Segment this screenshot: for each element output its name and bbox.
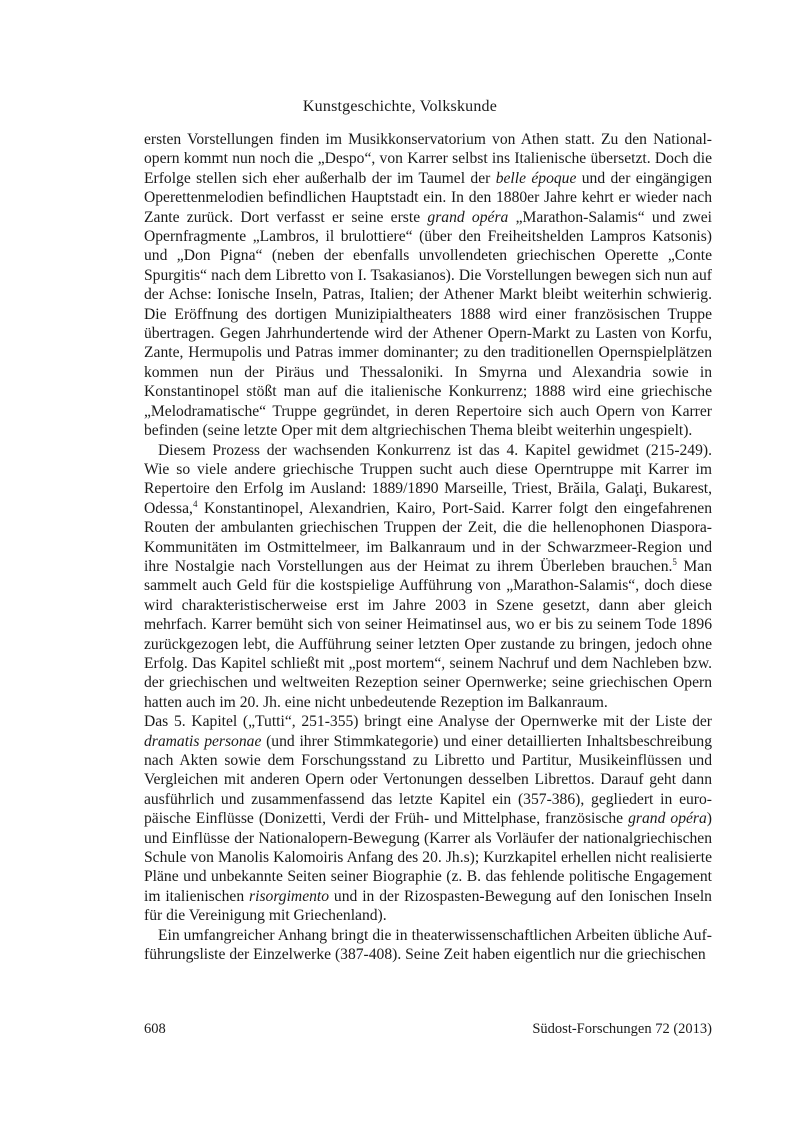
text-run: ersten Vorstellungen finden im Musikkonservatorium von Athen statt. Zu den Nationalopern kommt nun noch die „Despo“, von Karrer selbst ins Italienische übersetzt. Doch die Erfolge stellen sich eher außerhalb der im Taumel der [144,131,712,187]
paragraph-4 [144,926,712,965]
paragraph-3 [144,712,712,925]
text-run: Konstantinopel, Alexandrien, Kairo, Port-Said. Karrer folgt den eingefahrenen Routen der ambulanten griechischen Truppen der Zeit, die die hellenophonen Diaspora-Kommunitäten im Ostmittelmeer, im Balkanraum und in der Schwarzmeer-Region und ihre Nostalgie nach Vorstellungen aus der Heimat zu ihrem Überleben brauchen. [144,499,712,575]
running-head: Kunstgeschichte, Volkskunde [302,98,498,115]
text-run: (und ihrer Stimmkategorie) und einer detaillierten Inhaltsbeschreibung nach Akten sowie dem Forschungsstand zu Libretto und Partitur, Musikeinflüssen und Vergleichen mit anderen Opern oder Vertonungen desselben Librettos. Darauf geht dann ausführlich und zusammenfassend das letzte Kapitel ein (357-386), gegliedert in europäische Einflüsse (Donizetti, Verdi der Früh- und Mittelphase, französische [144,732,712,828]
text-run: „Marathon-Salamis“ und zwei Opernfragmente „Lambros, il brulottiere“ (über den Freiheitshelden Lampros Katsonis) und „Don Pigna“ (neben der ebenfalls unvollendeten griechischen Operette „Conte Spurgitis“ nach dem Libretto von I. Tsakasianos). Die Vorstellungen bewegen sich nun auf der Achse: Ionische Inseln, Patras, Italien; der Athener Markt bleibt weiterhin schwierig. Die Eröffnung des dortigen Munizipialtheaters 1888 wird einer französischen Truppe übertragen. Gegen Jahrhundertende wird der Athener Opern-Markt zu Lasten von Korfu, Zante, Hermupolis und Patras immer dominanter; zu den traditionellen Opernspielplätzen kommen nun der Piräus und Thessaloniki. In Smyrna und Alexandria sowie in Konstantinopel stößt man auf die italienische Konkurrenz; 1888 wird eine griechische „Melodramatische“ Truppe gegründet, in deren Repertoire sich auch Opern von Karrer befinden (seine letzte Oper mit dem altgriechischen Thema bleibt weiterhin ungespielt). [144,208,713,440]
journal-citation: Südost-Forschungen 72 (2013) [532,1021,712,1037]
footnote-ref: 4 [192,498,198,509]
italic-term: grand opéra [628,810,707,828]
italic-term: grand opéra [427,208,509,226]
footnote-ref: 5 [672,556,677,567]
italic-term: dramatis personae [144,732,262,750]
page-number: 608 [144,1021,166,1037]
text-run: Das 5. Kapitel („Tutti“, 251-355) bringt eine Analyse der Opernwerke mit der Liste der [144,713,712,731]
text-run: Man sammelt auch Geld für die kostspielige Aufführung von „Marathon-Salamis“, doch diese wird charakteristischerweise erst im Jahre 2003 in Szene gesetzt, dann aber gleich mehrfach. Karrer bemüht sich von seiner Heimatinsel aus, wo er bis zu seinem Tode 1896 zurückgezogen lebt, die Aufführung seiner letzten Oper zustande zu bringen, jedoch ohne Erfolg. Das Kapitel schließt mit „post mortem“, seinem Nachruf und dem Nachleben bzw. der griechischen und weltweiten Rezeption seiner Opernwerke; seine griechischen Opern hatten auch im 20. Jh. eine nicht unbedeutende Rezeption im Balkanraum. [144,557,712,711]
page-footer [144,1021,712,1038]
body-text [144,130,712,964]
paragraph-2 [144,441,712,713]
text-run: und der eingängigen Operettenmelodien befindlichen Hauptstadt ein. In den 1880er Jahre kehrt er wieder nach Zante zurück. Dort verfasst er seine erste [144,169,712,226]
text-run: Diesem Prozess der wachsenden Konkurrenz ist das 4. Kapitel gewidmet (215-249). Wie so viele andere griechische Truppen sucht auch diese Operntruppe mit Karrer im Repertoire den Erfolg im Ausland: 1889/1890 Marseille, Triest, Brăila, Galaţi, Bukarest, Odessa, [144,441,712,517]
text-run: und in der Rizospasten-Bewegung auf den Ionischen Inseln für die Vereinigung mit Griechenland). [144,887,712,925]
italic-term: risorgimento [249,887,330,905]
text-run: Ein umfangreicher Anhang bringt die in theaterwissenschaftlichen Arbeiten übliche Aufführungsliste der Einzelwerke (387-408). Seine Zeit haben eigentlich nur die griechischen [144,926,712,964]
text-run: ) und Einflüsse der Nationalopern-Bewegung (Karrer als Vorläufer der nationalgriechischen Schule von Manolis Kalomoiris Anfang des 20. Jh.s); Kurzkapitel erhellen nicht realisierte Pläne und unbekannte Seiten seiner Biographie (z. B. das fehlende politische Engagement im italienischen [144,810,712,905]
italic-term: belle époque [495,169,577,187]
paragraph-1 [144,130,712,441]
